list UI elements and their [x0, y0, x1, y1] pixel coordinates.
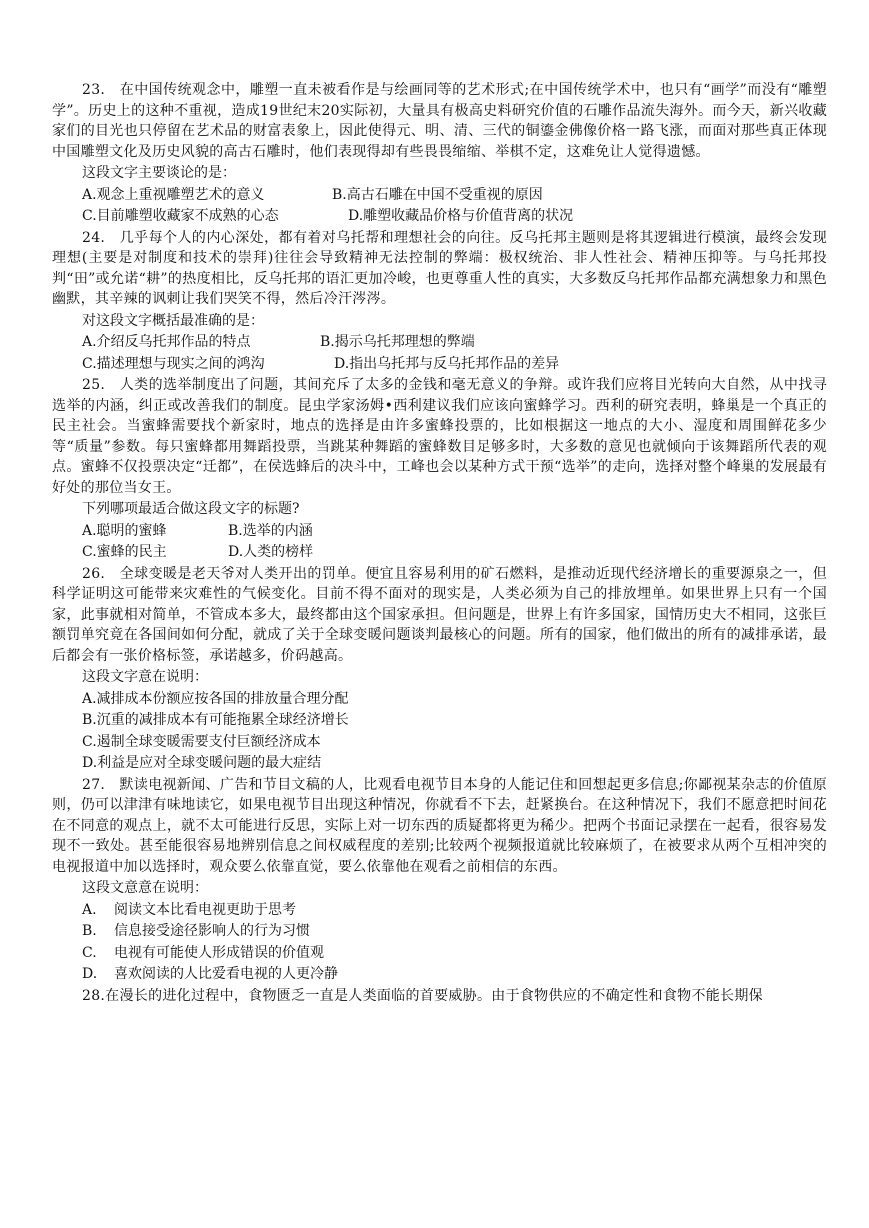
option-text: 电视有可能使人形成错误的价值观 — [114, 944, 324, 961]
question-28-passage: 28.在漫长的进化过程中，食物匮乏一直是人类面临的首要威胁。由于食物供应的不确定性和食物不能长期保 — [82, 987, 763, 1004]
option-b — [52, 921, 827, 942]
option-c: C.蜜蜂的民主 — [82, 544, 167, 560]
question-24-options-row-2 — [52, 354, 827, 375]
question-23-options-row-2 — [52, 206, 827, 227]
option-b: B.沉重的减排成本有可能拖累全球经济增长 — [82, 712, 349, 728]
option-a: A.聪明的蜜蜂 — [82, 522, 167, 539]
question-26-passage: 26. 全球变暖是老天爷对人类开出的罚单。便宜且容易利用的矿石燃料，是推动近现代经济增长的重要源泉之一，但科学证明这可能带来灾难性的气候变化。目前不得不面对的现实是，人类必须为自己的排放埋单。如果世界上只有一个国家，此事就相对简单，不管成本多大，最终都由这个国家承担。但问题是，世界上有许多国家，国情历史大不相同，这张巨额罚单究竟在各国间如何分配，就成了关于全球变暖问题谈判最核心的问题。所有的国家，他们做出的所有的减排承诺，最后都会有一张价格标签，承诺越多，价码越高。 — [52, 565, 827, 664]
option-label: B. — [82, 923, 97, 939]
option-label: A. — [82, 901, 97, 918]
option-b: B.选举的内涵 — [228, 522, 313, 539]
question-23-options-row-1 — [52, 185, 827, 206]
option-text: 喜欢阅读的人比爱看电视的人更冷静 — [114, 966, 338, 982]
question-27-stem: 这段文意意在说明： — [82, 880, 208, 896]
option-a: A.观念上重视雕塑艺术的意义 — [82, 186, 265, 203]
option-d: D.指出乌托邦与反乌托邦作品的差异 — [334, 355, 560, 372]
option-a: A.介绍反乌托邦作品的特点 — [82, 334, 251, 350]
option-label: C. — [82, 944, 97, 961]
question-24-stem: 对这段文字概括最准确的是： — [82, 312, 264, 329]
exam-page — [52, 80, 827, 1007]
option-text: 信息接受途径影响人的行为习惯 — [114, 923, 310, 939]
option-label: D. — [82, 966, 98, 982]
option-c: C.遏制全球变暖需要支付巨额经济成本 — [82, 733, 321, 750]
option-a — [52, 900, 827, 921]
option-c — [52, 943, 827, 964]
question-25-passage: 25. 人类的选举制度出了问题，其间充斥了太多的金钱和毫无意义的争辩。或许我们应将目光转向大自然，从中找寻选举的内涵，纠正或改善我们的制度。昆虫学家汤姆•西利建议我们应该向蜜蜂学习。西利的研究表明，蜂巢是一个真正的民主社会。当蜜蜂需要找个新家时，地点的选择是由许多蜜蜂投票的，比如根据这一地点的大小、湿度和周围鲜花多少等“质量”参数。每只蜜蜂都用舞蹈投票，当跳某种舞蹈的蜜蜂数目足够多时，大多数的意见也就倾向于该舞蹈所代表的观点。蜜蜂不仅投票决定“迁都”，在侯选蜂后的决斗中，工峰也会以某种方式干预“选举”的走向，选择对整个峰巢的发展最有好处的那位当女王。 — [52, 377, 827, 496]
option-d: D.利益是应对全球变暖问题的最大症结 — [82, 755, 322, 771]
option-b: B.揭示乌托邦理想的弊端 — [320, 334, 475, 350]
option-d: D.人类的榜样 — [228, 544, 314, 560]
question-23-stem: 这段文字主要谈论的是： — [82, 165, 236, 181]
question-27-passage: 27. 默读电视新闻、广告和节目文稿的人，比观看电视节目本身的人能记住和回想起更多信息;你鄙视某杂志的价值原则，仍可以津津有味地读它，如果电视节目出现这种情况，你就看不下去，赶紧换台。在这种情况下，我们不愿意把时间花在不同意的观点上，就不太可能进行反思，实际上对一切东西的质疑都将更为稀少。把两个书面记录摆在一起看，很容易发现不一致处。甚至能很容易地辨别信息之间权威程度的差别;比较两个视频报道就比较麻烦了，在被要求从两个互相冲突的电视报道中加以选择时，观众要么依靠直觉，要么依靠他在观看之前相信的东西。 — [52, 776, 827, 875]
option-c: C.描述理想与现实之间的鸿沟 — [82, 355, 265, 372]
question-25-stem: 下列哪项最适合做这段文字的标题? — [82, 501, 300, 517]
option-c: C.目前雕塑收藏家不成熟的心态 — [82, 208, 279, 224]
option-b: B.高古石雕在中国不受重视的原因 — [332, 186, 543, 203]
question-26-stem: 这段文字意在说明： — [82, 669, 208, 685]
option-text: 阅读文本比看电视更助于思考 — [114, 901, 296, 918]
question-24-passage: 24. 几乎每个人的内心深处，都有着对乌托帮和理想社会的向往。反乌托邦主题则是将其逻辑进行模演，最终会发现理想(主要是对制度和技术的崇拜)往往会导致精神无法控制的弊端：极权统治、非人性社会、精神压抑等。与乌托邦投判“田”或允诺“耕”的热度相比，反乌托邦的语汇更加冷峻，也更尊重人性的真实，大多数反乌托邦作品都充满想象力和黑色幽默，其辛辣的讽刺让我们哭笑不得，然后冷汗涔涔。 — [52, 229, 827, 307]
option-a: A.减排成本份额应按各国的排放量合理分配 — [82, 690, 349, 707]
question-25-options-row-1 — [52, 521, 827, 542]
question-25-options-row-2 — [52, 542, 827, 563]
option-d — [52, 964, 827, 985]
question-23-passage: 23. 在中国传统观念中，雕塑一直未被看作是与绘画同等的艺术形式;在中国传统学术中，也只有“画学”而没有“雕塑学”。历史上的这种不重视，造成19世纪末20实际初，大量具有极高史料研究价值的石雕作品流失海外。而今天，新兴收藏家们的目光也只停留在艺术品的财富表象上，因此使得元、明、清、三代的铜鎏金佛像价格一路飞涨，而面对那些真正体现中国雕塑文化及历史风貌的高古石雕时，他们表现得却有些畏畏缩缩、举棋不定，这难免让人觉得遗憾。 — [52, 82, 827, 160]
question-24-options-row-1 — [52, 332, 827, 353]
option-d: D.雕塑收藏品价格与价值背离的状况 — [348, 208, 574, 224]
